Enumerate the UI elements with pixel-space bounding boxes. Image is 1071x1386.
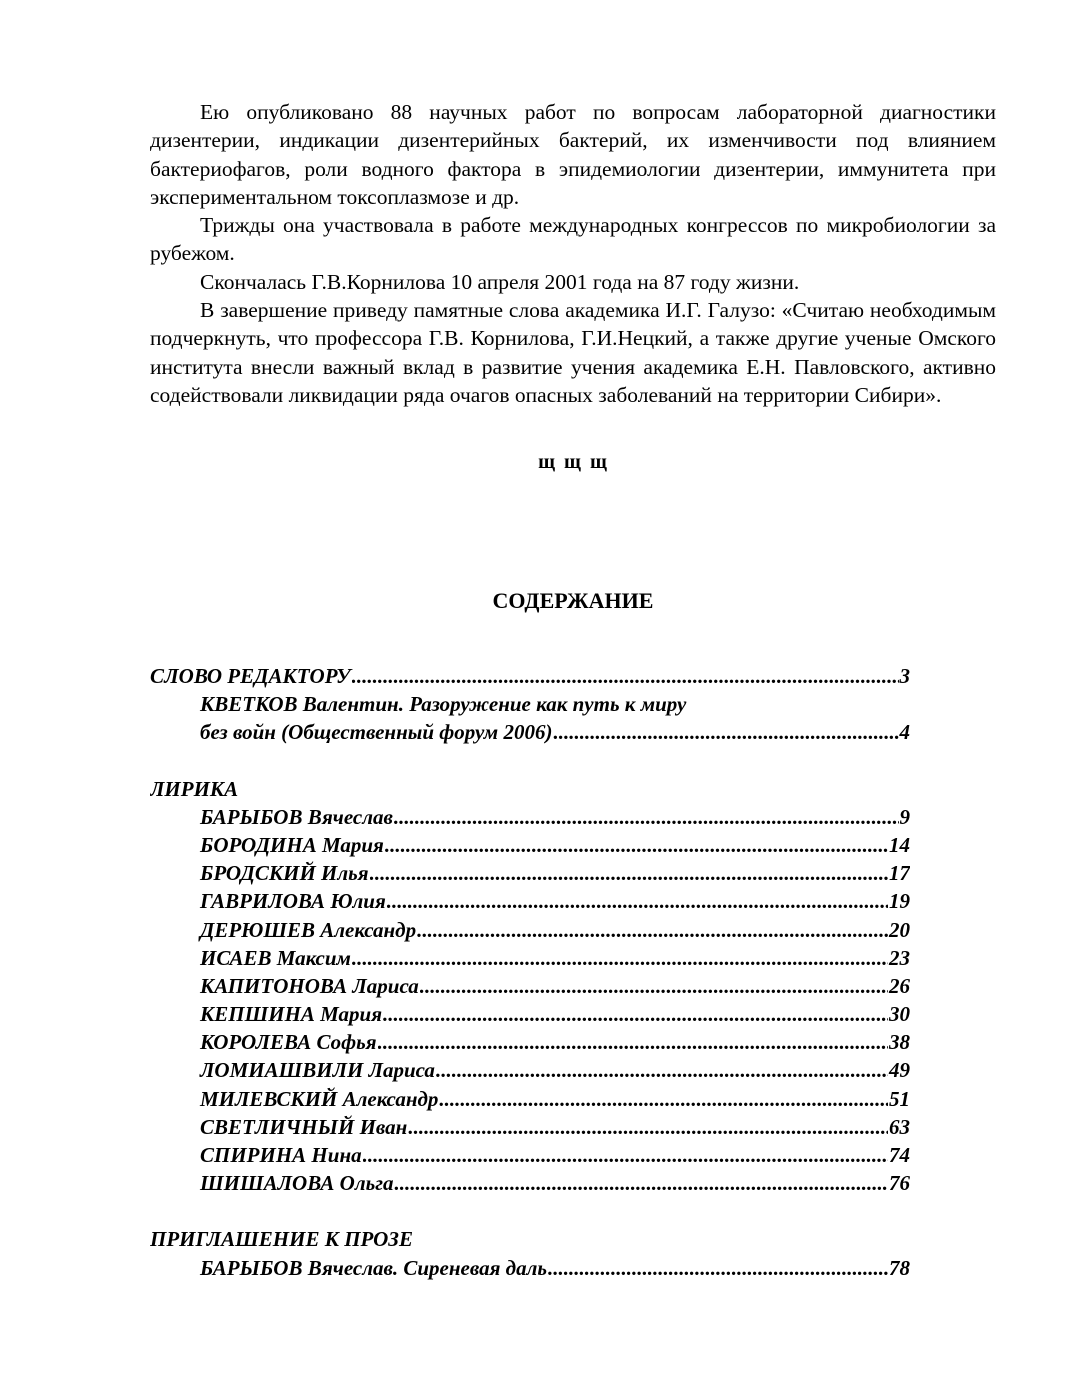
toc-page-number: 20	[889, 917, 910, 942]
section-separator: щ щ щ	[538, 451, 608, 474]
toc-leader-dots	[548, 1254, 888, 1282]
toc-page-number: 23	[889, 945, 910, 970]
toc-page-number: 4	[899, 720, 910, 745]
toc-leader-dots	[387, 887, 888, 915]
toc-section-gap	[150, 1197, 910, 1225]
toc-leader-dots	[417, 916, 888, 944]
toc-leader-dots	[352, 944, 888, 972]
toc-entry	[150, 859, 910, 887]
toc-section-heading: ЛИРИКА	[150, 776, 239, 801]
toc-leader-dots	[394, 1169, 888, 1197]
toc-page-number: 63	[889, 1114, 910, 1139]
toc-entry	[150, 1141, 910, 1169]
toc-entry-title: БОРОДИНА Мария	[200, 832, 384, 857]
toc-page-number: 76	[889, 1171, 910, 1196]
toc-entry-title: ДЕРЮШЕВ Александр	[200, 917, 417, 942]
toc-entry-title: ЛОМИАШВИЛИ Лариса	[200, 1058, 435, 1083]
toc-entry-title: ГАВРИЛОВА Юлия	[200, 889, 386, 914]
toc-entry	[150, 718, 910, 746]
toc-page-number: 78	[889, 1255, 910, 1280]
toc-leader-dots	[378, 1028, 888, 1056]
toc-page-number: 26	[889, 973, 910, 998]
toc-entry	[150, 1000, 910, 1028]
body-text	[150, 98, 996, 616]
toc-entry-title: СЛОВО РЕДАКТОРУ	[150, 664, 351, 688]
toc-title: СОДЕРЖАНИЕ	[492, 588, 654, 614]
toc-entry	[150, 831, 910, 859]
toc-entry-title: ШИШАЛОВА Ольга	[200, 1171, 394, 1196]
toc-leader-dots	[553, 718, 898, 746]
toc-entry-title: КОРОЛЕВА Софья	[200, 1030, 377, 1055]
paragraph-publications: Ею опубликовано 88 научных работ по вопросам лабораторной диагностики дизентерии, индикации дизентерийных бактерий, их изменчивости под влиянием бактериофагов, роли водного фактора в эпидемиологии дизентерии, иммунитета при экспериментальном токсоплазмозе и др.	[150, 100, 996, 209]
toc-entry-title: СПИРИНА Нина	[200, 1143, 362, 1167]
toc-entry-title: СВЕТЛИЧНЫЙ Иван	[200, 1114, 408, 1139]
toc-entry	[150, 916, 910, 944]
toc-page-number: 49	[889, 1058, 910, 1083]
toc-leader-dots	[439, 1085, 888, 1113]
toc-page-number: 51	[889, 1086, 910, 1111]
toc-entry	[150, 1254, 910, 1282]
toc-entry-title-line: КВЕТКОВ Валентин. Разоружение как путь к миру	[200, 692, 687, 717]
toc-section-gap	[150, 747, 910, 775]
toc-leader-dots	[420, 972, 888, 1000]
toc-entry-title: КЕПШИНА Мария	[200, 1002, 383, 1027]
toc-leader-dots	[394, 803, 899, 831]
toc-page-number: 19	[889, 889, 910, 914]
toc-leader-dots	[352, 662, 899, 690]
toc-entry	[150, 1113, 910, 1141]
toc-leader-dots	[408, 1113, 888, 1141]
toc-entry-title: ИСАЕВ Максим	[200, 945, 351, 970]
toc-page-number: 17	[889, 861, 910, 886]
toc-entry-title: без войн (Общественный форум 2006)	[200, 720, 553, 745]
toc-entry-title: БАРЫБОВ Вячеслав	[200, 804, 393, 829]
toc-entry-title: БАРЫБОВ Вячеслав. Сиреневая даль	[200, 1255, 547, 1280]
toc-entry	[150, 803, 910, 831]
toc-entry	[150, 944, 910, 972]
table-of-contents	[150, 662, 910, 1282]
toc-entry-title: БРОДСКИЙ Илья	[200, 861, 369, 886]
toc-page-number: 30	[889, 1002, 910, 1027]
paragraph-quote: В завершение приведу памятные слова академика И.Г. Галузо: «Считаю необходимым подчеркнуть, что профессора Г.В. Корнилова, Г.И.Нецкий, а также другие ученые Омского института внесли важный вклад в развитие учения академика Е.Н. Павловского, активно содействовали ликвидации ряда очагов опасных заболеваний на территории Сибири».	[150, 298, 996, 407]
toc-page-number: 3	[899, 664, 910, 688]
toc-leader-dots	[436, 1056, 888, 1084]
toc-leader-dots	[363, 1141, 888, 1169]
toc-entry	[150, 1169, 910, 1197]
toc-entry	[150, 1028, 910, 1056]
toc-entry	[150, 1085, 910, 1113]
toc-section-heading	[150, 662, 910, 690]
paragraph-death: Скончалась Г.В.Корнилова 10 апреля 2001 года на 87 году жизни.	[200, 269, 800, 294]
paragraph-congresses: Трижды она участвовала в работе международных конгрессов по микробиологии за рубежом.	[150, 213, 996, 266]
toc-section-heading: ПРИГЛАШЕНИЕ К ПРОЗЕ	[150, 1227, 413, 1252]
toc-page-number: 14	[889, 832, 910, 857]
toc-leader-dots	[383, 1000, 888, 1028]
toc-entry-title: КАПИТОНОВА Лариса	[200, 973, 419, 998]
toc-page-number: 9	[899, 804, 910, 829]
toc-entry	[150, 972, 910, 1000]
toc-page-number: 74	[889, 1143, 910, 1167]
toc-entry-title: МИЛЕВСКИЙ Александр	[200, 1086, 439, 1111]
toc-entry	[150, 887, 910, 915]
toc-leader-dots	[370, 859, 888, 887]
toc-page-number: 38	[889, 1030, 910, 1055]
toc-leader-dots	[385, 831, 888, 859]
toc-entry	[150, 1056, 910, 1084]
